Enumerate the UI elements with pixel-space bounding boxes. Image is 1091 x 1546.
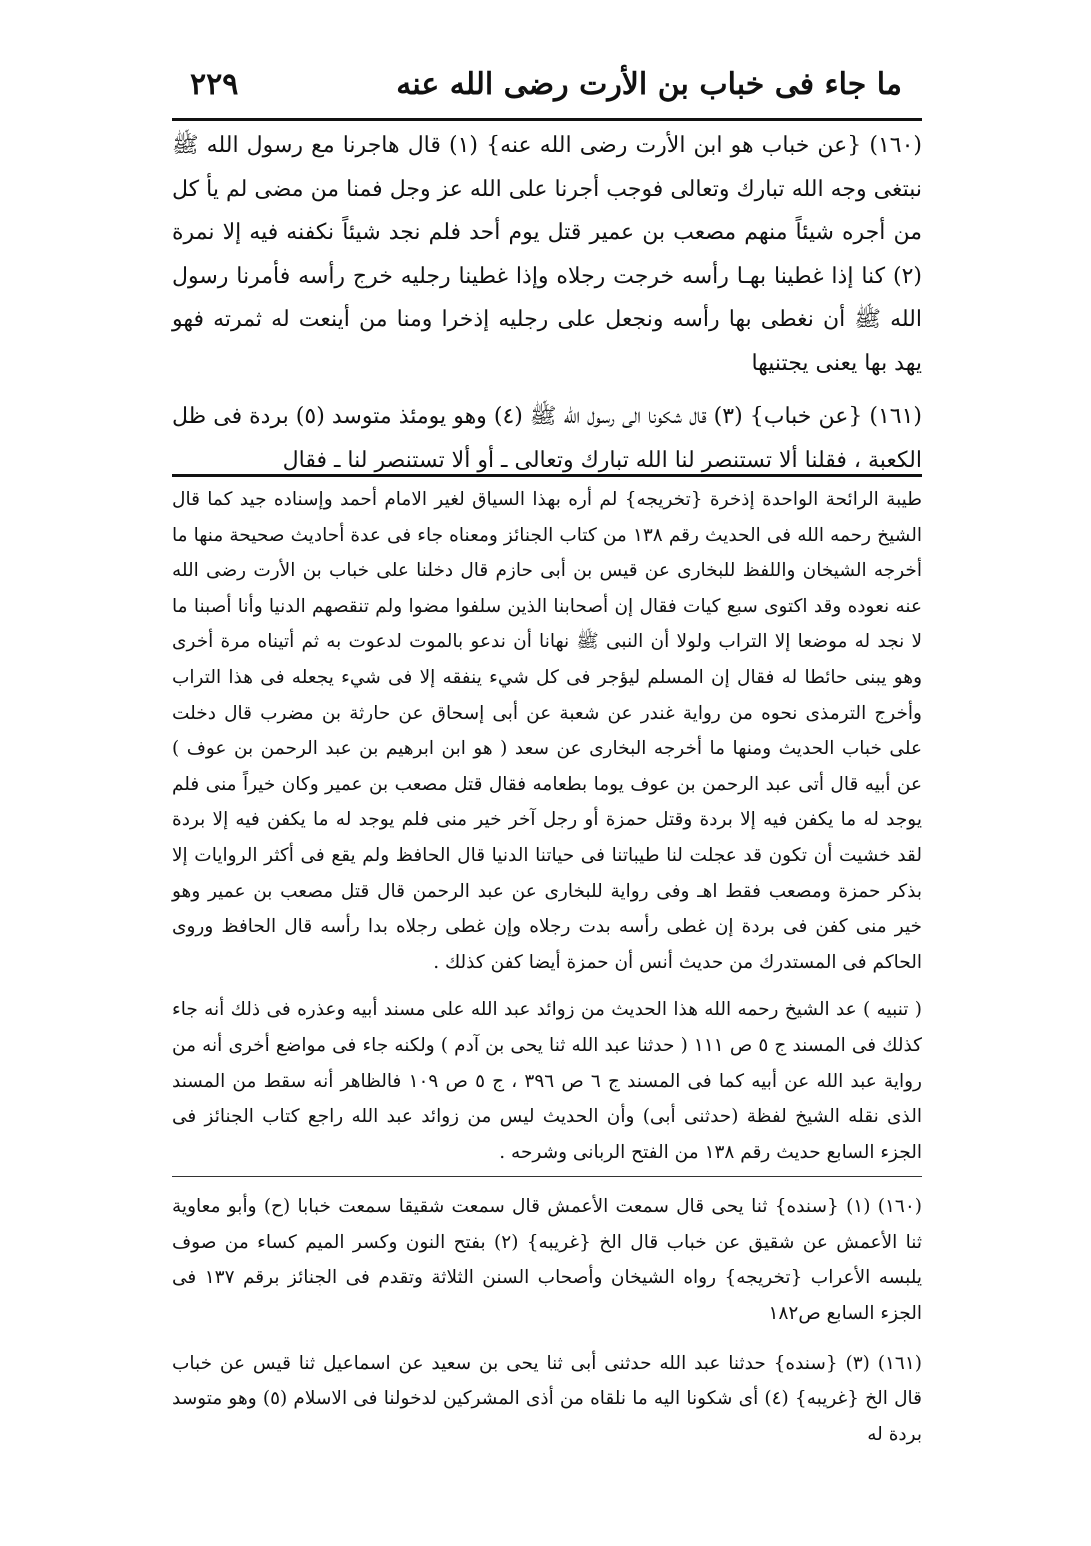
chapter-title: ما جاء فى خباب بن الأرت رضى الله عنه (396, 66, 902, 102)
tanbih-note: ( تنبيه ) عد الشيخ رحمه الله هذا الحديث من زوائد عبد الله على مسند أبيه وعذره فى ذلك أنه جاء كذلك فى المسند ج ٥ ص ١١١ ( حدثنا عبد الله ثنا يحى بن آدم ) ولكنه جاء فى مواضع أخرى أنه من رواية عبد الله عن أبيه كما فى المسند ج ٦ ص ٣٩٦ ، ج ٥ ص ١٠٩ فالظاهر أنه سقط من المسند الذى نقله الشيخ لفظة (حدثنى أبى) وأن الحديث ليس من زوائد عبد الله راجع كتاب الجنائز فى الجزء السابع حديث رقم ١٣٨ من الفتح الربانى وشرحه . (172, 999, 922, 1163)
commentary (172, 482, 922, 1452)
hadith-161: (١٦١) {عن خباب} (٣) قال شكونا الى رسول الله ﷺ (٤) وهو يومئذ متوسد (٥) بردة فى ظل الكعبة ، فقلنا ألا تستنصر لنا الله تبارك وتعالى ـ أو ألا تستنصر لنا ـ فقال (172, 404, 923, 473)
footnote-rule (172, 474, 922, 477)
sanad-161-note: (١٦١) (٣) {سنده} حدثنا عبد الله حدثنى أبى ثنا يحى بن سعيد عن اسماعيل ثنا قيس عن خباب قال الخ {غريبه} (٤) أى شكونا اليه ما نلقاه من أذى المشركين لدخولنا فى الاسلام (٥) وهو متوسد بردة له (172, 1352, 922, 1445)
notes-divider (172, 1176, 922, 1177)
running-header (190, 62, 902, 106)
hadith-160: (١٦٠) {عن خباب هو ابن الأرت رضى الله عنه} (١) قال هاجرنا مع رسول الله ﷺ نبتغى وجه الله تبارك وتعالى فوجب أجرنا على الله عز وجل فمنا من مضى لم يأ كل من أجره شيئاً منهم مصعب بن عمير قتل يوم أحد فلم نجد شيئاً نكفنه فيه إلا نمرة (٢) كنا إذا غطينا بهـا رأسه خرجت رجلاه وإذا غطينا رجليه خرج رأسه فأمرنا رسول الله ﷺ أن نغطى بها رأسه ونجعل على رجليه إذخرا ومنا من أينعت له ثمرته فهو يهد بها يعنى يجتنيها (172, 133, 922, 376)
takhrij-note: طيبة الرائحة الواحدة إذخرة {تخريجه} لم أره بهذا السياق لغير الامام أحمد وإسناده جيد كما قال الشيخ رحمه الله فى الحديث رقم ١٣٨ من كتاب الجنائز ومعناه جاء فى عدة أحاديث صحيحة منها ما أخرجه الشيخان واللفظ للبخارى عن قيس بن أبى حازم قال دخلنا على خباب بن الأرت رضى الله عنه نعوده وقد اكتوى سبع كيات فقال إن أصحابنا الذين سلفوا مضوا ولم تنقصهم الدنيا وأنا أصبنا ما لا نجد له موضعا إلا التراب ولولا أن النبى ﷺ نهانا أن ندعو بالموت لدعوت به ثم أتيناه مرة أخرى وهو يبنى حائطا له فقال إن المسلم ليؤجر فى كل شيء ينفقه إلا فى شيء يجعله فى هذا التراب وأخرج الترمذى نحوه من رواية غندر عن شعبة عن أبى إسحاق عن حارثة بن مضرب قال دخلت على خباب الحديث ومنها ما أخرجه البخارى عن سعد ( هو ابن ابرهيم بن عبد الرحمن بن عوف ) عن أبيه قال أتى عبد الرحمن بن عوف يوما بطعامه فقال قتل مصعب بن عمير وكان خيراً منى فلم يوجد له ما يكفن فيه إلا بردة وقتل حمزة أو رجل آخر خير منى فلم يوجد له ما يكفن فيه إلا بردة لقد خشيت أن تكون قد عجلت لنا طيباتنا فى حياتنا الدنيا قال الحافظ ولم يقع فى أكثر الروايات إلا بذكر حمزة ومصعب فقط اهـ وفى رواية للبخارى عن عبد الرحمن قال قتل مصعب بن عمير وهو خير منى كفن فى بردة إن غطى رأسه بدت رجلاه وإن غطى رجلاه بدا رأسه قال الحافظ وروى الحاكم فى المستدرك من حديث أنس أن حمزة أيضا كفن كذلك . (172, 489, 922, 973)
page-number: ٢٢٩ (190, 66, 239, 102)
main-text (172, 124, 922, 482)
header-rule (172, 118, 922, 121)
sanad-160-note: (١٦٠) (١) {سنده} ثنا يحى قال سمعت الأعمش قال سمعت شقيقا سمعت خبابا (ح) وأبو معاوية ثنا الأعمش عن شقيق عن خباب قال الخ {غريبه} (٢) بفتح النون وكسر الميم كساء من صوف يلبسه الأعراب {تخريجه} رواه الشيخان وأصحاب السنن الثلاثة وتقدم فى الجنائز برقم ١٣٧ فى الجزء السابع ص١٨٢ (172, 1196, 923, 1325)
